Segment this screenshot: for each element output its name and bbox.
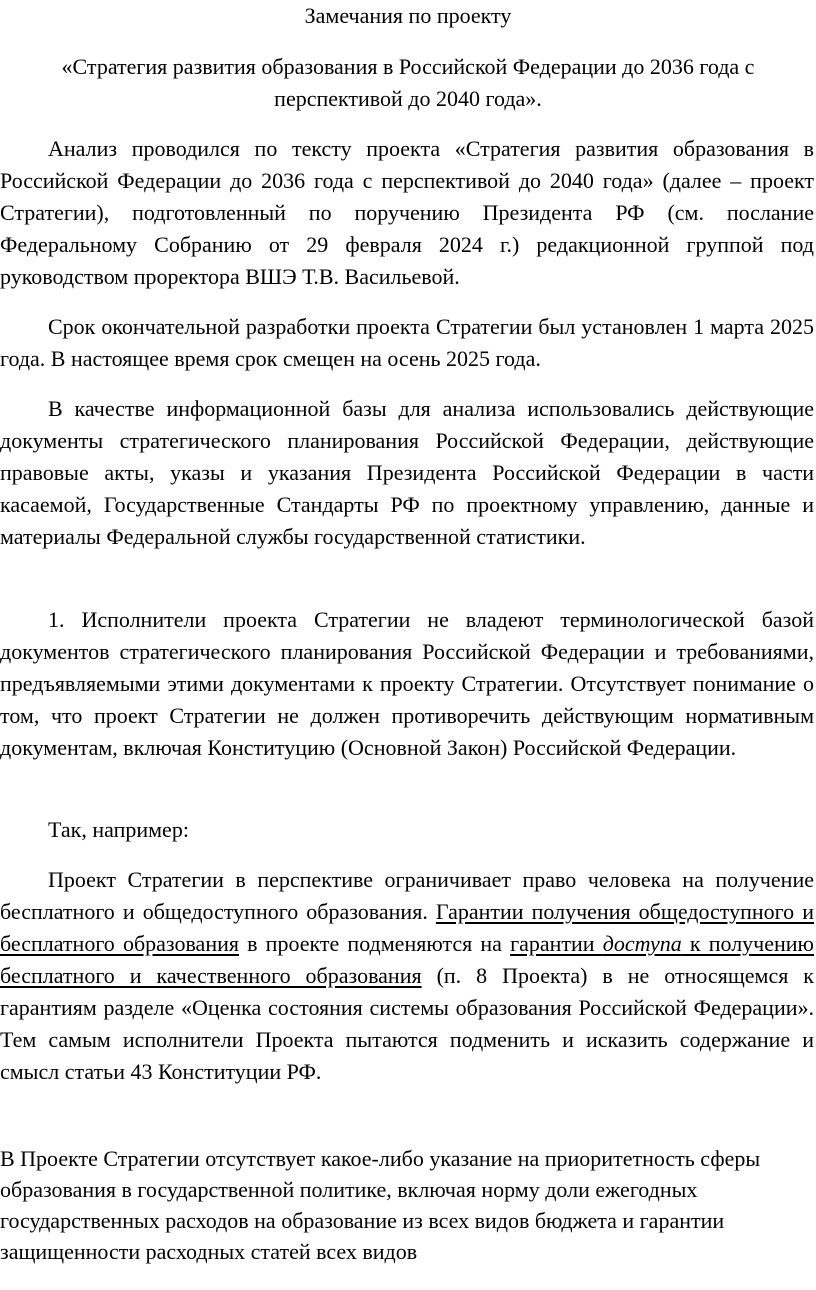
paragraph-example-intro: Так, например: (48, 817, 189, 842)
paragraph-information-base: В качестве информационной базы для анализа использовались действующие документы стратегического планирования Российской Федерации, действующие правовые акты, указы и указания Президента Российской Федерации в части касаемой, Государственные Стандарты РФ по проектному управлению, данные и материалы Федеральной службы государственной статистики. (0, 396, 814, 549)
underlined-guarantee-text: Гарантии получения общедоступного и бесплатного образования (0, 899, 815, 956)
underlined-access-text-start: гарантии (510, 931, 603, 956)
paragraph-example-text-2: в проекте подменяются на (239, 931, 511, 956)
paragraph-analysis: Анализ проводился по тексту проекта «Стратегия развития образования в Российской Федерации до 2036 года с перспективой до 2040 года» (далее – проект Стратегии), подготовленный по поручению Президента РФ (см. послание Федеральному Собранию от 29 февраля 2024 г.) редакционной группой под руководством проректора ВШЭ Т.В. Васильевой. (0, 136, 814, 289)
document-title: Замечания по проекту (304, 3, 512, 28)
paragraph-point-1: 1. Исполнители проекта Стратегии не владеют терминологической базой документов стратегического планирования Российской Федерации и требованиями, предъявляемыми этими документами к проекту Стратегии. Отсутствует понимание о том, что проект Стратегии не должен противоречить действующим нормативным документам, включая Конституцию (Основной Закон) Российской Федерации. (0, 607, 814, 760)
paragraph-priority: В Проекте Стратегии отсутствует какое-либо указание на приоритетность сферы образования в государственной политике, включая норму доли ежегодных государственных расходов на образование из всех видов бюджета и гарантии защищенности расходных статей всех видов (0, 1146, 761, 1264)
document-subtitle: «Стратегия развития образования в Российской Федерации до 2036 года с перспективой до 2040 года». (61, 54, 755, 111)
underlined-access-text-end: к получению бесплатного и качественного образования (0, 931, 814, 988)
paragraph-example (0, 864, 814, 1088)
underlined-access-word: доступа (602, 931, 682, 956)
paragraph-deadline: Срок окончательной разработки проекта Стратегии был установлен 1 марта 2025 года. В настоящее время срок смещен на осень 2025 года. (0, 314, 814, 371)
paragraph-example-text-3: (п. 8 Проекта) в не относящемся к гарантиям разделе «Оценка состояния системы образования Российской Федерации». Тем самым исполнители Проекта пытаются подменить и исказить содержание и смысл статьи 43 Конституции РФ. (0, 963, 814, 1084)
paragraph-example-text-1: Проект Стратегии в перспективе ограничивает право человека на получение бесплатного и общедоступного образования. (0, 867, 814, 924)
